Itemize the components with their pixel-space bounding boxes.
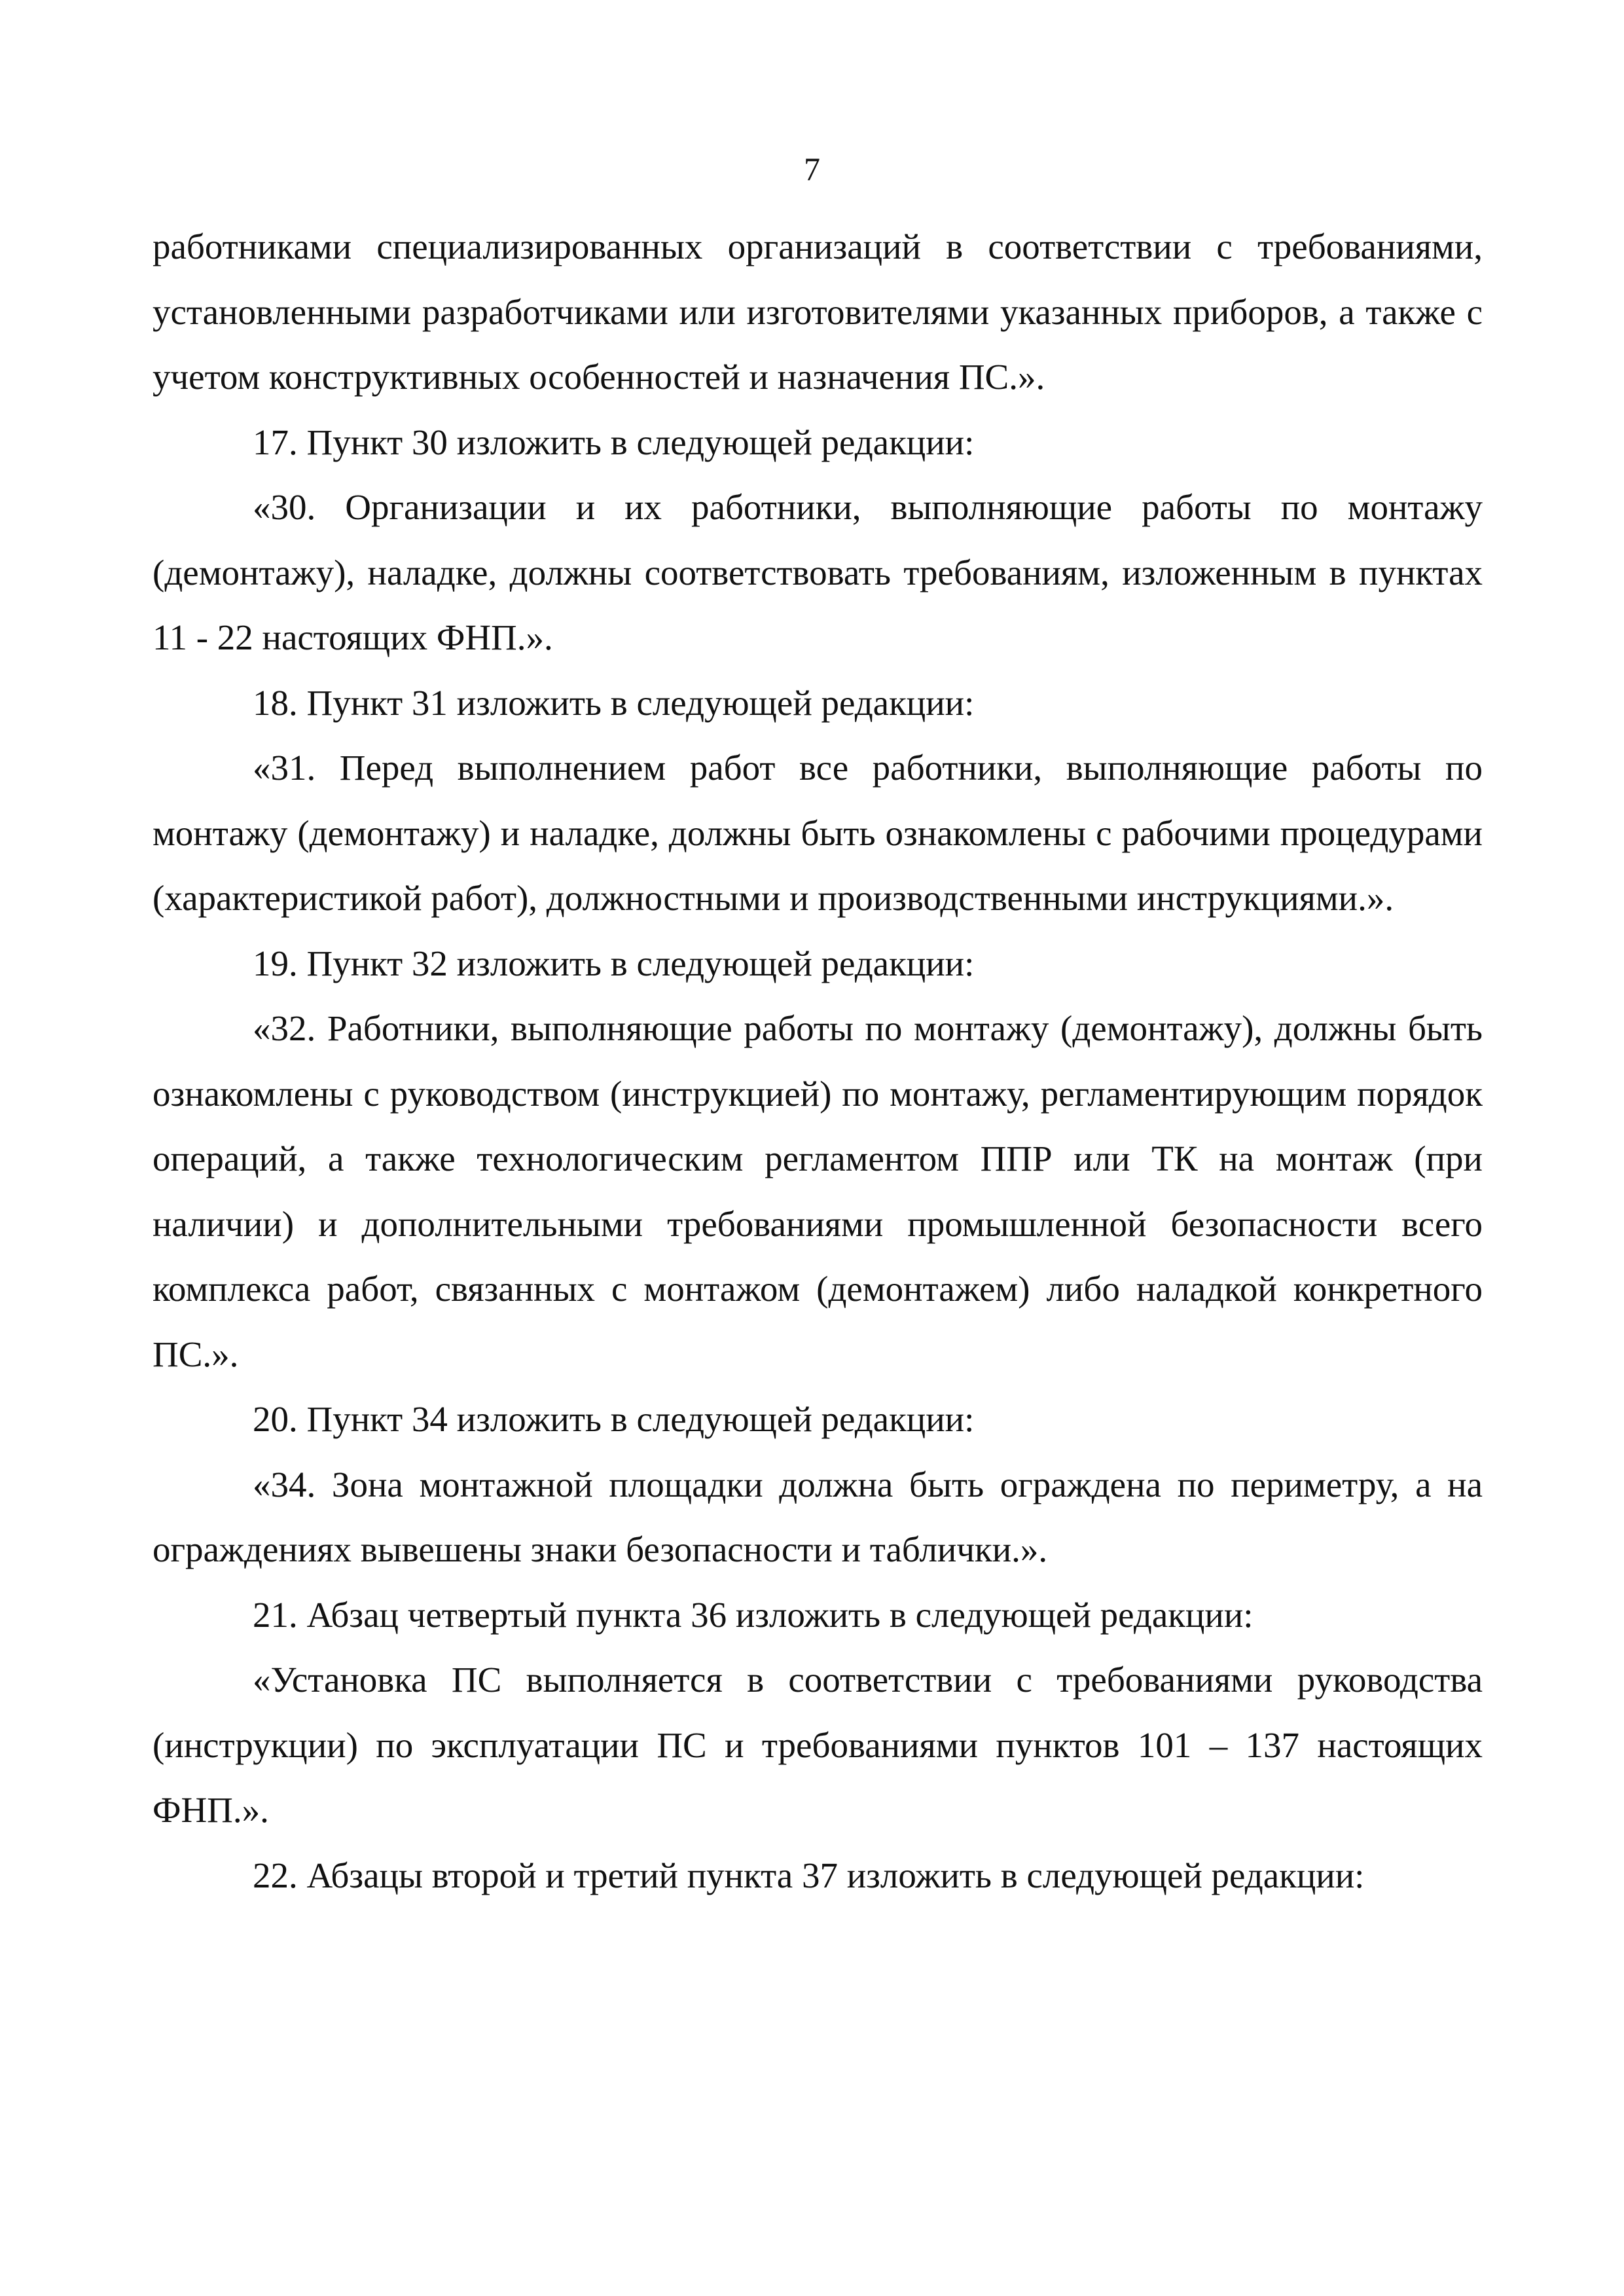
paragraph-item-21: 21. Абзац четвертый пункта 36 изложить в следующей редакции:: [253, 1594, 1254, 1635]
page-number: 7: [804, 151, 820, 187]
paragraph-item-17: 17. Пункт 30 изложить в следующей редакции:: [253, 422, 975, 462]
paragraph-quote-32: «32. Работники, выполняющие работы по монтажу (демонтажу), должны быть ознакомлены с руководством (инструкцией) по монтажу, регламентирующим порядок операций, а также технологическим регламентом ППР или ТК на монтаж (при наличии) и дополнительными требованиями промышленной безопасности всего комплекса работ, связанных с монтажом (демонтажем) либо наладкой конкретного ПС.».: [153, 1008, 1483, 1374]
paragraph-item-20: 20. Пункт 34 изложить в следующей редакции:: [253, 1399, 975, 1439]
document-body: [153, 214, 1483, 1908]
paragraph-quote-30: «30. Организации и их работники, выполняющие работы по монтажу (демонтажу), наладке, должны соответствовать требованиям, изложенным в пунктах 11 - 22 настоящих ФНП.».: [153, 487, 1483, 657]
paragraph-item-19: 19. Пункт 32 изложить в следующей редакции:: [253, 943, 975, 983]
paragraph-item-18: 18. Пункт 31 изложить в следующей редакции:: [253, 682, 975, 723]
paragraph-continuation: работниками специализированных организаций в соответствии с требованиями, установленными разработчиками или изготовителями указанных приборов, а также с учетом конструктивных особенностей и назначения ПС.».: [153, 227, 1483, 397]
paragraph-quote-34: «34. Зона монтажной площадки должна быть ограждена по периметру, а на ограждениях вывешены знаки безопасности и таблички.».: [153, 1464, 1483, 1569]
paragraph-quote-36: «Установка ПС выполняется в соответствии с требованиями руководства (инструкции) по эксплуатации ПС и требованиями пунктов 101 – 137 настоящих ФНП.».: [153, 1660, 1483, 1830]
paragraph-item-22: 22. Абзацы второй и третий пункта 37 изложить в следующей редакции:: [253, 1855, 1365, 1895]
paragraph-quote-31: «31. Перед выполнением работ все работники, выполняющие работы по монтажу (демонтажу) и наладке, должны быть ознакомлены с рабочими процедурами (характеристикой работ), должностными и производственными инструкциями.».: [153, 748, 1483, 918]
